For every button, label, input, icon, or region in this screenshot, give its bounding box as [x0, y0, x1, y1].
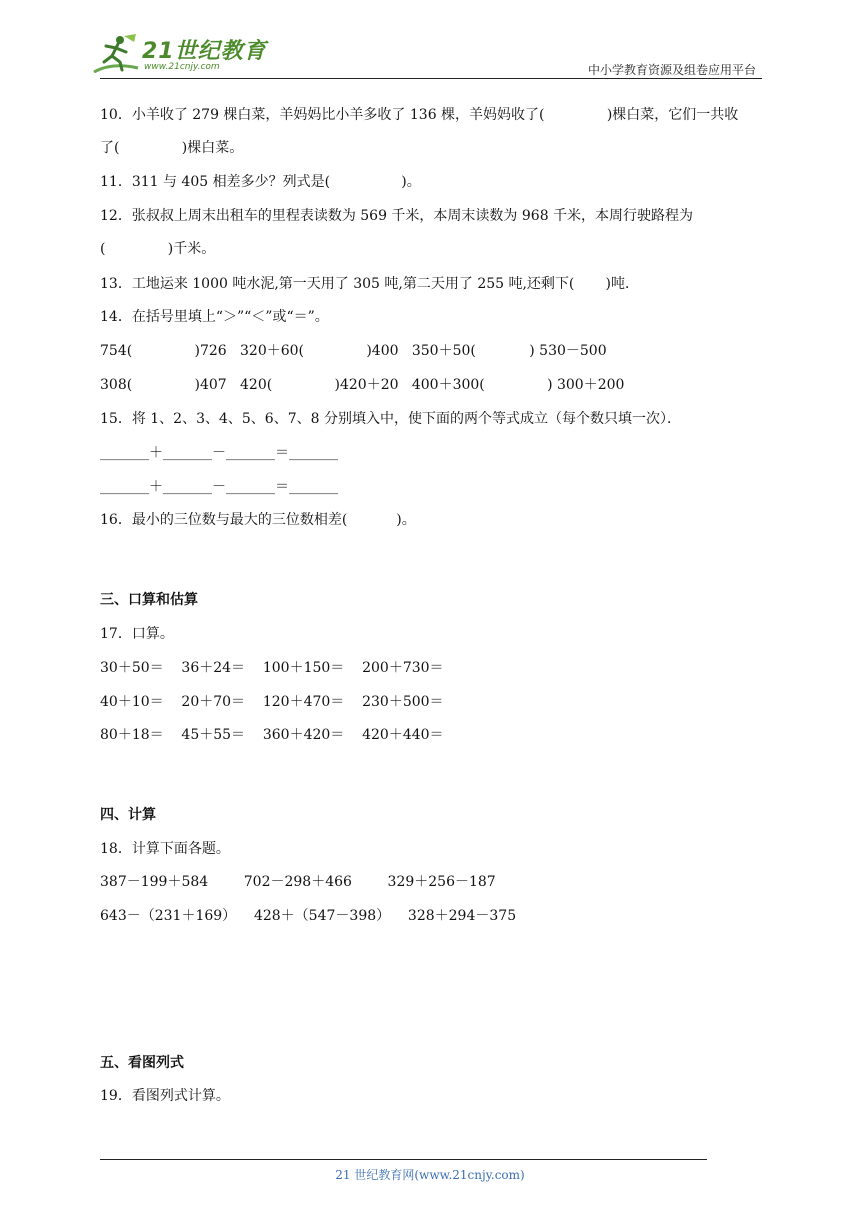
section-4-heading: 四、计算	[100, 807, 156, 823]
question-12-line-1: 12．张叔叔上周末出租车的里程表读数为 569 千米，本周末读数为 968 千米，本周行驶路程为	[100, 208, 694, 224]
header-divider	[100, 78, 762, 79]
question-18-row-2: 643－（231＋169） 428＋（547－398） 328＋294－375	[100, 908, 517, 924]
question-10-line-1: 10．小羊收了 279 棵白菜，羊妈妈比小羊多收了 136 棵，羊妈妈收了( )棵白菜，它们一共收	[100, 107, 739, 123]
question-18: 18．计算下面各题。	[100, 841, 230, 857]
section-3-heading: 三、口算和估算	[100, 592, 198, 608]
section-5-heading: 五、看图列式	[100, 1055, 184, 1071]
question-15-equation-2: _______＋_______－_______＝_______	[100, 479, 338, 495]
logo-text: 21世纪教育	[142, 39, 267, 64]
question-17-row-2: 40＋10＝ 20＋70＝ 120＋470＝ 230＋500＝	[100, 694, 444, 710]
question-11: 11．311 与 405 相差多少？列式是( )。	[100, 174, 421, 190]
page-header	[0, 0, 860, 80]
question-19: 19．看图列式计算。	[100, 1088, 230, 1104]
question-12-line-2: ( )千米。	[100, 241, 216, 257]
question-17-row-3: 80＋18＝ 45＋55＝ 360＋420＝ 420＋440＝	[100, 727, 444, 743]
question-15-equation-1: _______＋_______－_______＝_______	[100, 445, 338, 461]
question-14: 14．在括号里填上“＞”“＜”或“＝”。	[100, 309, 329, 325]
question-17-row-1: 30＋50＝ 36＋24＝ 100＋150＝ 200＋730＝	[100, 660, 444, 676]
site-logo[interactable]	[92, 30, 267, 78]
footer-divider	[100, 1159, 707, 1160]
question-14-row-1: 754( )726 320＋60( )400 350＋50( ) 530－500	[100, 343, 607, 359]
question-10-line-2: 了( )棵白菜。	[100, 140, 244, 156]
question-15: 15．将 1、2、3、4、5、6、7、8 分别填入中，使下面的两个等式成立（每个数只填一次）．	[100, 411, 681, 427]
question-18-row-1: 387－199＋584 702－298＋466 329＋256－187	[100, 874, 496, 890]
header-platform-text: 中小学教育资源及组卷应用平台	[587, 63, 756, 77]
logo-url: www.21cnjy.com	[144, 62, 220, 72]
question-13: 13．工地运来 1000 吨水泥,第一天用了 305 吨,第二天用了 255 吨,还剩下( )吨．	[100, 276, 640, 292]
question-16: 16．最小的三位数与最大的三位数相差( )。	[100, 512, 416, 528]
question-14-row-2: 308( )407 420( )420＋20 400＋300( ) 300＋200	[100, 377, 625, 393]
running-figure-icon	[92, 32, 140, 76]
footer-link[interactable]: 21 世纪教育网(www.21cnjy.com)	[335, 1168, 525, 1182]
question-17: 17．口算。	[100, 626, 174, 642]
